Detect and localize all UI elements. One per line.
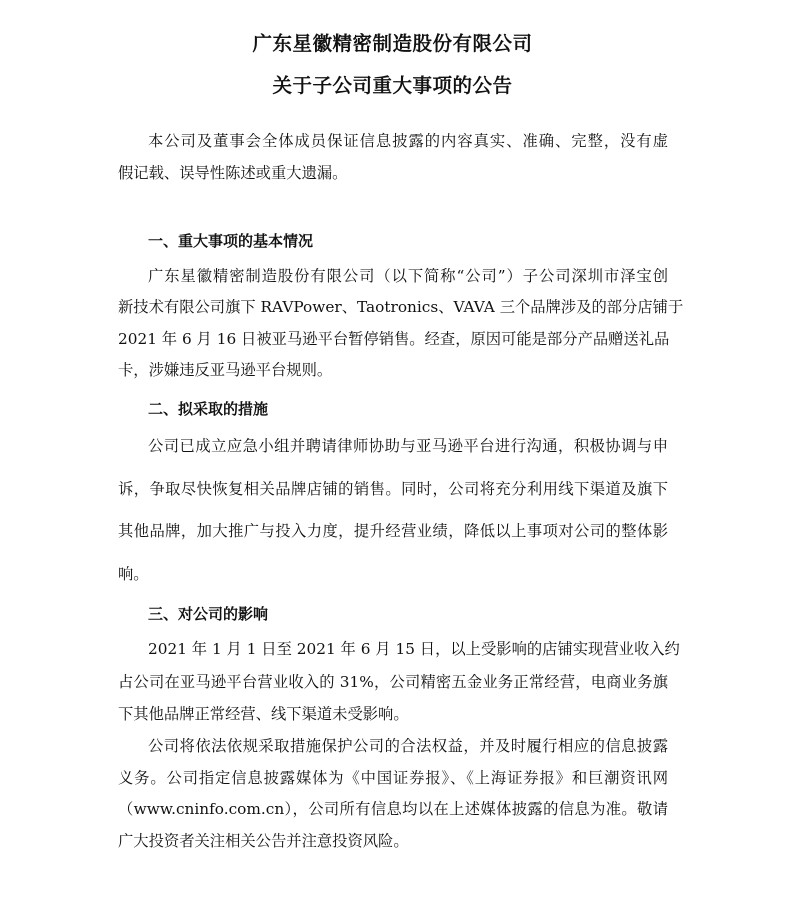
paragraph-line: 其他品牌，加大推广与投入力度，提升经营业绩，降低以上事项对公司的整体影 [118,522,668,540]
intro-line: 本公司及董事会全体成员保证信息披露的内容真实、准确、完整，没有虚 [148,132,668,150]
paragraph-line: 公司已成立应急小组并聘请律师协助与亚马逊平台进行沟通，积极协调与申 [148,437,668,455]
paragraph-line: 广大投资者关注相关公告并注意投资风险。 [118,832,409,850]
paragraph-line: 诉，争取尽快恢复相关品牌店铺的销售。同时，公司将充分利用线下渠道及旗下 [118,480,668,498]
company-name: 广东星徽精密制造股份有限公司 [252,32,533,55]
paragraph-line: 2021 年 1 月 1 日至 2021 年 6 月 15 日，以上受影响的店铺实现营业收入约 [148,640,680,658]
paragraph-line: （www.cninfo.com.cn），公司所有信息均以在上述媒体披露的信息为准。敬请 [118,800,668,818]
paragraph-line: 卡，涉嫌违反亚马逊平台规则。 [118,361,333,379]
section-heading: 一、重大事项的基本情况 [148,232,314,250]
paragraph-line: 下其他品牌正常经营、线下渠道未受影响。 [118,705,409,723]
paragraph-line: 占公司在亚马逊平台营业收入的 31%，公司精密五金业务正常经营，电商业务旗 [118,673,668,691]
paragraph-line: 公司将依法依规采取措施保护公司的合法权益，并及时履行相应的信息披露 [148,737,668,755]
paragraph-line: 新技术有限公司旗下 RAVPower、Taotronics、VAVA 三个品牌涉及的部分店铺于 [118,298,684,316]
paragraph-line: 广东星徽精密制造股份有限公司（以下简称“公司”）子公司深圳市泽宝创 [148,267,668,285]
section-heading: 三、对公司的影响 [148,605,269,623]
announcement-title: 关于子公司重大事项的公告 [272,74,513,97]
intro-line: 假记载、误导性陈述或重大遗漏。 [118,164,348,182]
section-heading: 二、拟采取的措施 [148,400,269,418]
paragraph-line: 响。 [118,565,149,583]
paragraph-line: 义务。公司指定信息披露媒体为《中国证券报》、《上海证券报》和巨潮资讯网 [118,769,668,787]
paragraph-line: 2021 年 6 月 16 日被亚马逊平台暂停销售。经查，原因可能是部分产品赠送礼品 [118,330,670,348]
